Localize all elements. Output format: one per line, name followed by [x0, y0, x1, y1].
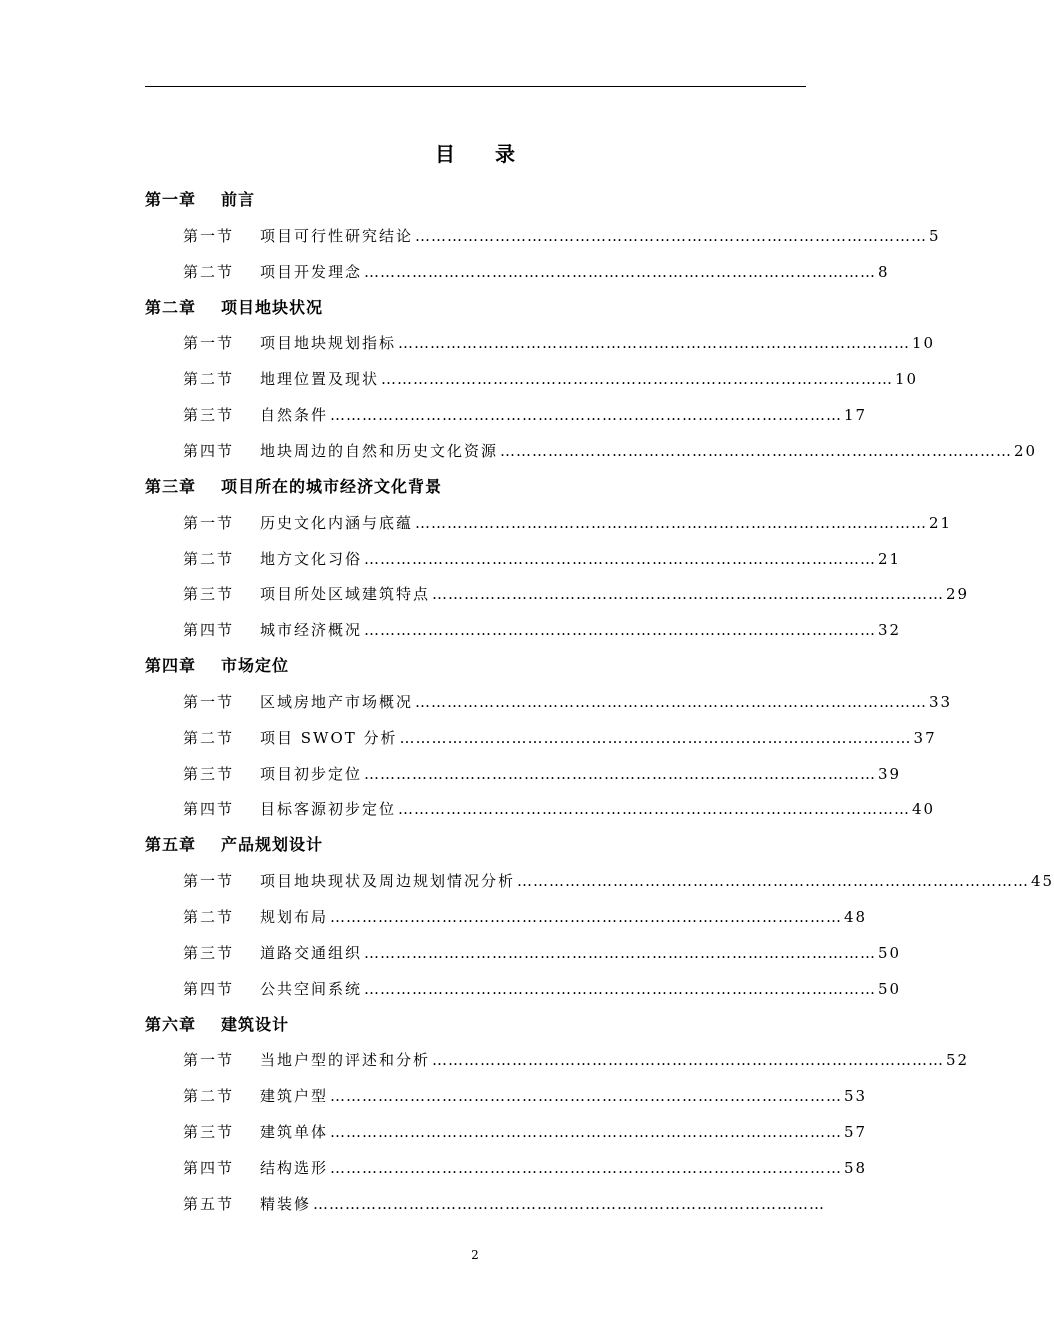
- toc-entry-title: 精装修: [260, 1194, 312, 1213]
- toc-entry-title: 历史文化内涵与底蕴: [260, 513, 414, 532]
- toc-section[interactable]: [183, 977, 902, 1001]
- toc-leader-dots: ……………………………………………………………………………………: [398, 334, 911, 353]
- toc-chapter[interactable]: [145, 188, 806, 212]
- toc-label: 第二节: [183, 1087, 235, 1106]
- toc-page-number: 53: [844, 1087, 868, 1106]
- toc-section[interactable]: [183, 905, 868, 929]
- toc-entry-title: 项目所处区域建筑特点: [260, 585, 431, 604]
- toc-leader-dots: ……………………………………………………………………………………: [415, 692, 928, 711]
- toc-section[interactable]: [183, 1120, 868, 1144]
- toc-section[interactable]: [183, 403, 868, 427]
- toc-entry-title: 前言: [221, 190, 256, 209]
- toc-entry-title: 道路交通组织: [260, 943, 363, 962]
- toc-entry-title: 地块周边的自然和历史文化资源: [260, 441, 499, 460]
- toc-label: 第二节: [183, 262, 235, 281]
- toc-page-number: 21: [878, 549, 902, 568]
- toc-entry-title: 建筑户型: [260, 1087, 329, 1106]
- toc-section[interactable]: [183, 511, 953, 535]
- toc-label: 第一节: [183, 1051, 235, 1070]
- toc-page-number: 58: [844, 1158, 868, 1177]
- toc-section[interactable]: [183, 367, 919, 391]
- toc-chapter[interactable]: [145, 833, 806, 857]
- toc-section[interactable]: [183, 439, 1038, 463]
- toc-entry-title: 建筑设计: [221, 1014, 290, 1034]
- toc-page-number: 45: [1031, 872, 1054, 891]
- page-number: 2: [471, 1248, 479, 1262]
- toc-entry-title: 项目所在的城市经济文化背景: [221, 476, 443, 496]
- toc-entry-title: 项目初步定位: [260, 764, 363, 783]
- toc-label: 第一节: [183, 226, 235, 245]
- toc-page-number: 5: [929, 226, 941, 245]
- toc-section[interactable]: [183, 941, 902, 965]
- toc-label: 第六章: [145, 1014, 197, 1034]
- toc-page-number: 39: [878, 764, 902, 783]
- toc-section[interactable]: [183, 762, 902, 786]
- page-title: 目录: [435, 142, 555, 166]
- toc-label: 第三节: [183, 764, 235, 783]
- toc-leader-dots: ……………………………………………………………………………………: [364, 764, 877, 783]
- toc-label: 第三节: [183, 943, 235, 962]
- toc-page-number: 50: [878, 943, 902, 962]
- toc-entry-title: 建筑单体: [260, 1123, 329, 1142]
- toc-leader-dots: ……………………………………………………………………………………: [330, 1158, 843, 1177]
- toc-entry-title: 项目地块规划指标: [260, 334, 397, 353]
- toc-label: 第一节: [183, 334, 235, 353]
- toc-page-number: 50: [878, 979, 902, 998]
- toc-page-number: 37: [913, 728, 937, 747]
- toc-leader-dots: ……………………………………………………………………………………: [330, 908, 843, 926]
- toc-entry-title: 城市经济概况: [260, 621, 363, 640]
- toc-entry-title: 项目开发理念: [260, 262, 363, 281]
- toc-label: 第四节: [183, 800, 235, 819]
- toc-chapter[interactable]: [145, 475, 806, 499]
- toc-page-number: 21: [929, 513, 953, 532]
- toc-entry-title: 地方文化习俗: [260, 549, 363, 568]
- toc-section[interactable]: [183, 1084, 868, 1108]
- toc-entry-title: 产品规划设计: [221, 835, 324, 855]
- toc-label: 第四章: [145, 656, 197, 676]
- toc-leader-dots: ……………………………………………………………………………………: [381, 370, 894, 389]
- toc-label: 第五节: [183, 1194, 235, 1213]
- toc-section[interactable]: [183, 224, 941, 248]
- toc-label: 第一节: [183, 692, 235, 711]
- toc-leader-dots: ……………………………………………………………………………………: [399, 728, 912, 747]
- toc-label: 第二节: [183, 728, 235, 747]
- toc-entry-title: 当地户型的评述和分析: [260, 1051, 431, 1070]
- toc-label: 第三章: [145, 476, 197, 496]
- toc-chapter[interactable]: [145, 296, 806, 320]
- toc-entry-title: 地理位置及现状: [260, 370, 380, 389]
- toc-section[interactable]: [183, 1156, 868, 1180]
- toc-page-number: 32: [878, 621, 902, 640]
- toc-page-number: 17: [844, 406, 868, 425]
- toc-section[interactable]: [183, 618, 902, 642]
- toc-label: 第三节: [183, 406, 235, 425]
- toc-leader-dots: ……………………………………………………………………………………: [500, 441, 1013, 460]
- toc-label: 第三节: [183, 585, 235, 604]
- toc-section[interactable]: [183, 331, 936, 355]
- toc-label: 第二节: [183, 549, 235, 568]
- toc-entry-title: 规划布局: [260, 908, 329, 926]
- toc-leader-dots: ……………………………………………………………………………………: [330, 1087, 843, 1106]
- toc-section[interactable]: [183, 1048, 970, 1072]
- toc-chapter[interactable]: [145, 1013, 806, 1037]
- toc-label: 第四节: [183, 621, 235, 640]
- toc-leader-dots: ……………………………………………………………………………………: [364, 621, 877, 640]
- toc-leader-dots: ……………………………………………………………………………………: [364, 943, 877, 962]
- toc-page-number: 10: [912, 334, 936, 353]
- toc-entry-title: 目标客源初步定位: [260, 800, 397, 819]
- toc-label: 第三节: [183, 1123, 235, 1142]
- toc-page-number: 40: [912, 800, 936, 819]
- toc-section[interactable]: [183, 869, 1054, 893]
- toc-entry-title: 项目 SWOT 分析: [260, 728, 398, 747]
- toc-label: 第四节: [183, 1158, 235, 1177]
- toc-entry-title: 项目地块状况: [221, 297, 324, 317]
- toc-page-number: 48: [844, 908, 868, 926]
- toc-section[interactable]: [183, 726, 937, 750]
- toc-page-number: 20: [1014, 441, 1038, 460]
- toc-section[interactable]: [183, 1192, 826, 1216]
- toc-entry-title: 项目地块现状及周边规划情况分析: [260, 872, 516, 891]
- toc-label: 第一章: [145, 190, 197, 209]
- toc-page-number: 10: [895, 370, 919, 389]
- toc-leader-dots: ……………………………………………………………………………………: [364, 979, 877, 998]
- toc-leader-dots: ……………………………………………………………………………………: [398, 800, 911, 819]
- toc-leader-dots: ……………………………………………………………………………………: [330, 406, 843, 425]
- toc-section[interactable]: [183, 797, 936, 821]
- toc-label: 第四节: [183, 979, 235, 998]
- toc-leader-dots: ……………………………………………………………………………………: [364, 262, 877, 281]
- toc-label: 第四节: [183, 441, 235, 460]
- toc-page-number: 57: [844, 1123, 868, 1142]
- toc-entry-title: 结构选形: [260, 1158, 329, 1177]
- toc-label: 第二节: [183, 370, 235, 389]
- toc-label: 第五章: [145, 835, 197, 855]
- toc-leader-dots: ……………………………………………………………………………………: [432, 585, 945, 604]
- toc-entry-title: 公共空间系统: [260, 979, 363, 998]
- toc-entry-title: 自然条件: [260, 406, 329, 425]
- toc-leader-dots: ……………………………………………………………………………………: [432, 1051, 945, 1070]
- toc-leader-dots: ……………………………………………………………………………………: [364, 549, 877, 568]
- toc-section[interactable]: [183, 547, 902, 571]
- toc-leader-dots: ……………………………………………………………………………………: [517, 872, 1030, 891]
- toc-entry-title: 区域房地产市场概况: [260, 692, 414, 711]
- toc-label: 第一节: [183, 872, 235, 891]
- toc-page-number: 52: [946, 1051, 970, 1070]
- toc-chapter[interactable]: [145, 654, 806, 678]
- toc-section[interactable]: [183, 690, 953, 714]
- toc-page-number: 33: [929, 692, 953, 711]
- toc-leader-dots: ……………………………………………………………………………………: [330, 1123, 843, 1142]
- toc-page-number: 8: [878, 262, 890, 281]
- toc-entry-title: 市场定位: [221, 656, 290, 676]
- toc-section[interactable]: [183, 582, 970, 606]
- toc-label: 第二章: [145, 297, 197, 317]
- toc-leader-dots: ……………………………………………………………………………………: [313, 1194, 826, 1213]
- toc-page-number: 29: [946, 585, 970, 604]
- toc-label: 第一节: [183, 513, 235, 532]
- toc-leader-dots: ……………………………………………………………………………………: [415, 226, 928, 245]
- toc-leader-dots: ……………………………………………………………………………………: [415, 513, 928, 532]
- toc-label: 第二节: [183, 908, 235, 926]
- toc-entry-title: 项目可行性研究结论: [260, 226, 414, 245]
- toc-section[interactable]: [183, 260, 890, 284]
